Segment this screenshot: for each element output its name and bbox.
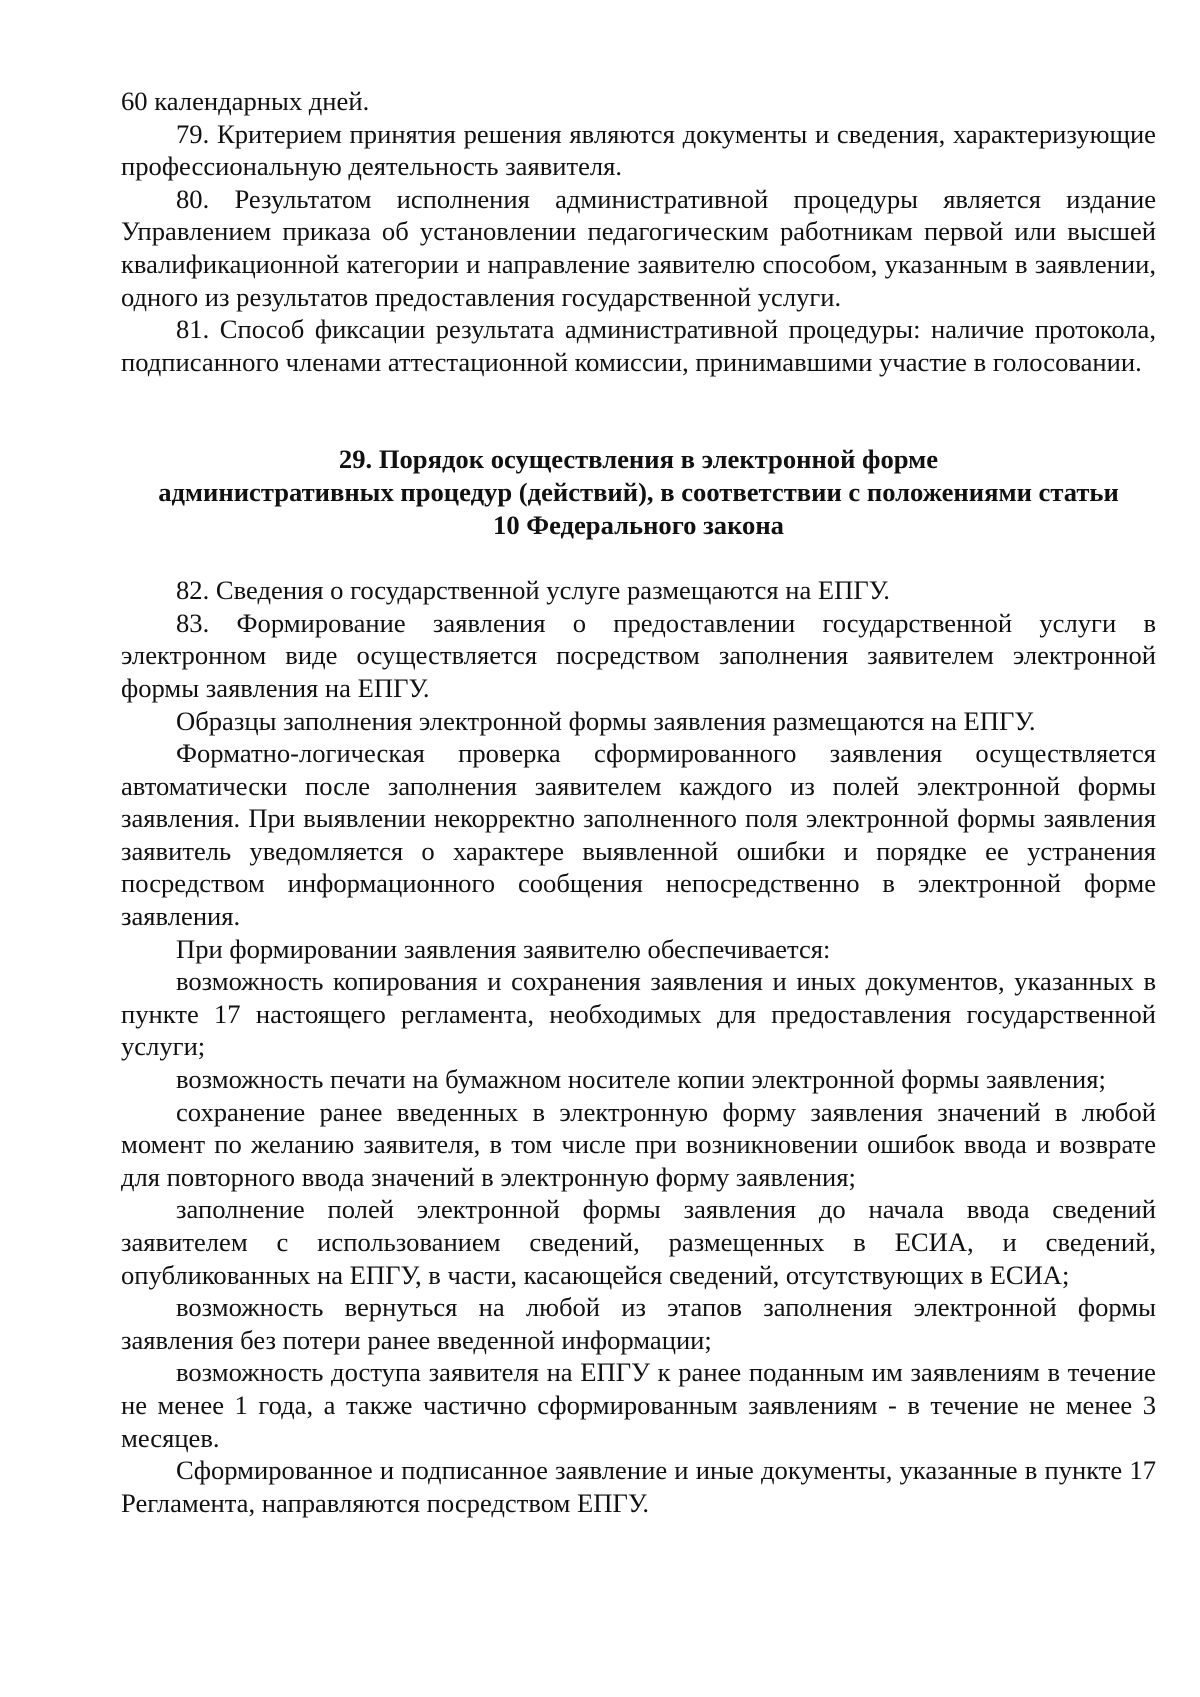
paragraph-82: 82. Сведения о государственной услуге размещаются на ЕПГУ. bbox=[176, 575, 890, 606]
paragraph-78-end: 60 календарных дней. bbox=[121, 86, 370, 116]
section-heading bbox=[121, 443, 1156, 541]
paragraph-prefill: заполнение полей электронной формы заявления до начала ввода сведений заявителем с использованием сведений, размещенных в ЕСИА, и сведений, опубликованных на ЕПГУ, в части, касающейся сведений, отсутствующих в ЕСИА; bbox=[121, 1194, 1156, 1290]
heading-spacer bbox=[121, 541, 1156, 574]
paragraph-80: 80. Результатом исполнения административной процедуры является издание Управлением приказа об установлении педагогическим работникам первой или высшей квалификационной категории и направление заявителю способом, указанным в заявлении, одного из результатов предоставления государственной услуги. bbox=[121, 183, 1156, 312]
paragraph-samples: Образцы заполнения электронной формы заявления размещаются на ЕПГУ. bbox=[176, 705, 1036, 736]
paragraph-return-step: возможность вернуться на любой из этапов заполнения электронной формы заявления без потери ранее введенной информации; bbox=[121, 1292, 1156, 1355]
section-heading-line-2: административных процедур (действий), в соответствии с положениями статьи bbox=[158, 476, 1119, 507]
paragraph-provided-intro: При формировании заявления заявителю обеспечивается: bbox=[176, 933, 831, 964]
paragraph-print: возможность печати на бумажном носителе копии электронной формы заявления; bbox=[176, 1064, 1106, 1095]
paragraph-format-check: Форматно-логическая проверка сформированного заявления осуществляется автоматически после заполнения заявителем каждого из полей электронной формы заявления. При выявлении некорректно заполненного поля электронной формы заявления заявитель уведомляется о характере выявленной ошибки и порядке ее устранения посредством информационного сообщения непосредственно в электронной форме заявления. bbox=[121, 738, 1156, 932]
section-heading-line-1: 29. Порядок осуществления в электронной форме bbox=[338, 444, 939, 475]
paragraph-81: 81. Способ фиксации результата административной процедуры: наличие протокола, подписанного членами аттестационной комиссии, принимавшими участие в голосовании. bbox=[121, 314, 1156, 377]
paragraph-83: 83. Формирование заявления о предоставлении государственной услуги в электронном виде осуществляется посредством заполнения заявителем электронной формы заявления на ЕПГУ. bbox=[121, 607, 1156, 703]
section-heading-line-3: 10 Федерального закона bbox=[493, 509, 784, 540]
paragraph-submission: Сформированное и подписанное заявление и иные документы, указанные в пункте 17 Регламента, направляются посредством ЕПГУ. bbox=[121, 1455, 1156, 1518]
paragraph-access: возможность доступа заявителя на ЕПГУ к ранее поданным им заявлениям в течение не менее 1 года, а также частично сформированным заявлениям - в течение не менее 3 месяцев. bbox=[121, 1357, 1156, 1453]
paragraph-copy-save: возможность копирования и сохранения заявления и иных документов, указанных в пункте 17 настоящего регламента, необходимых для предоставления государственной услуги; bbox=[121, 966, 1156, 1062]
paragraph-save-values: сохранение ранее введенных в электронную форму заявления значений в любой момент по желанию заявителя, в том числе при возникновении ошибок ввода и возврате для повторного ввода значений в электронную форму заявления; bbox=[121, 1096, 1156, 1192]
paragraph-79: 79. Критерием принятия решения являются документы и сведения, характеризующие профессиональную деятельность заявителя. bbox=[121, 118, 1156, 182]
section-spacer bbox=[121, 378, 1156, 443]
